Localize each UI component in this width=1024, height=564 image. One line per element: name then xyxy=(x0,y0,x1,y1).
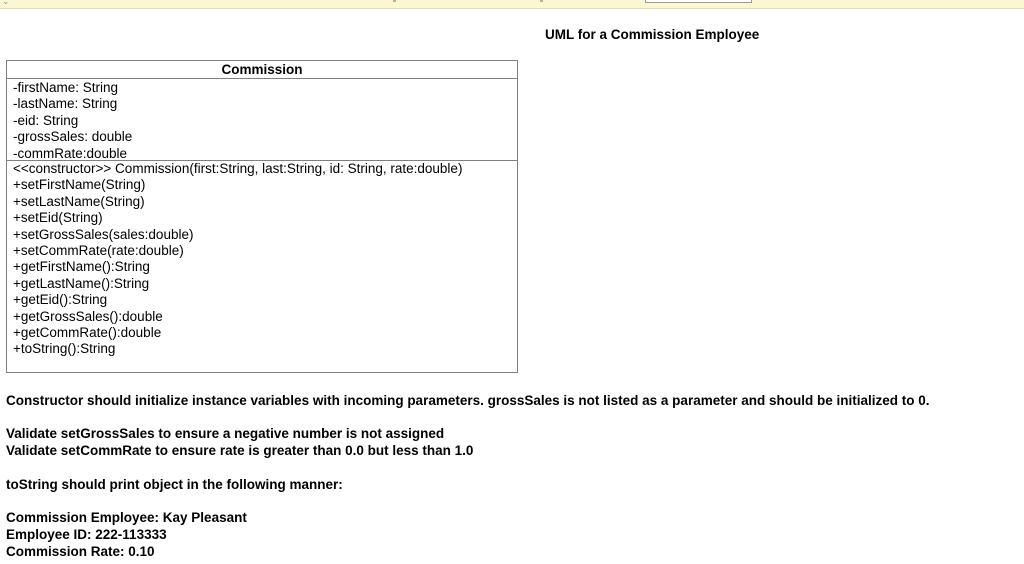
uml-method: +setLastName(String) xyxy=(13,193,145,209)
uml-method: +getCommRate():double xyxy=(13,325,162,341)
uml-method: +getEid():String xyxy=(13,292,108,308)
uml-method: +setFirstName(String) xyxy=(13,177,146,193)
toolbar-field[interactable] xyxy=(645,0,752,3)
uml-method: +getGrossSales():double xyxy=(13,308,163,324)
uml-method: +setEid(String) xyxy=(13,210,103,226)
uml-attribute: -eid: String xyxy=(13,112,79,128)
validate-rate-note: Validate setCommRate to ensure rate is greater than 0.0 but less than 1.0 xyxy=(6,443,474,458)
tostring-note: toString should print object in the following manner: xyxy=(6,477,343,492)
uml-attribute: -lastName: String xyxy=(13,96,118,112)
uml-method: +setGrossSales(sales:double) xyxy=(13,226,194,242)
sample-output-line: Commission Rate: 0.10 xyxy=(6,544,155,559)
top-toolbar-strip xyxy=(0,0,1024,9)
toolbar-mark xyxy=(540,0,543,2)
uml-method: +getLastName():String xyxy=(13,275,150,291)
uml-method: +getFirstName():String xyxy=(13,259,150,275)
uml-attribute: -firstName: String xyxy=(13,80,119,95)
uml-attributes-section xyxy=(7,79,517,161)
sample-output-line: Commission Employee: Kay Pleasant xyxy=(6,510,247,525)
toolbar-mark xyxy=(393,0,396,2)
sample-output-line: Employee ID: 222-113333 xyxy=(6,527,167,542)
uml-method: +setCommRate(rate:double) xyxy=(13,243,184,259)
uml-class-diagram xyxy=(6,60,518,373)
validate-sales-note: Validate setGrossSales to ensure a negative number is not assigned xyxy=(6,426,445,441)
uml-method: +toString():String xyxy=(13,341,116,357)
page-title: UML for a Commission Employee xyxy=(545,27,760,42)
uml-method-constructor: <<constructor>> Commission(first:String, last:String, id: String, rate:double) xyxy=(13,161,463,176)
uml-attribute: -commRate:double xyxy=(13,145,128,161)
uml-attribute: -grossSales: double xyxy=(13,129,133,145)
uml-class-name: Commission xyxy=(7,61,517,79)
constructor-note: Constructor should initialize instance variables with incoming parameters. grossSales is not listed as a parameter and should be initialized to 0. xyxy=(6,393,930,408)
chevron-down-icon[interactable]: ⌄ xyxy=(2,0,10,6)
uml-methods-section xyxy=(7,161,517,358)
